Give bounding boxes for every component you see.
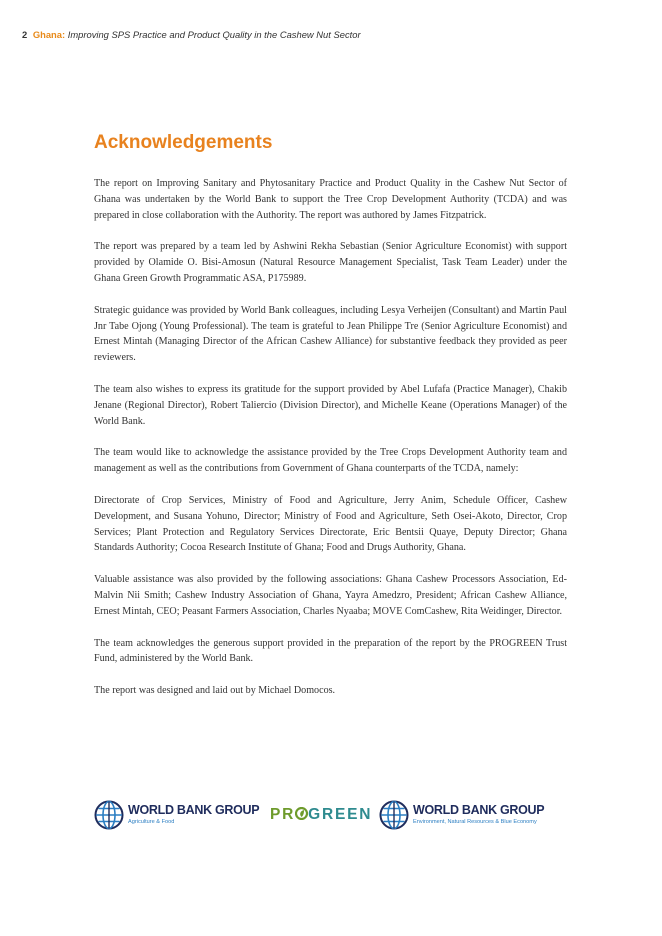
globe-icon — [94, 800, 124, 830]
wbg-environment-sub: Environment, Natural Resources & Blue Economy — [413, 818, 537, 825]
paragraph-government: Directorate of Crop Services, Ministry of Food and Agriculture, Jerry Anim, Schedule Officer, Cashew Development, and Susana Yohuno, Director; Ministry of Food and Agriculture, Seth Osei-Akoto, Director, Crop Services; Plant Protection and Regulatory Services Directorate, Eric Bentsii Quaye, Deputy Director; Ghana Standards Authority; Cocoa Research Institute of Ghana; Food and Drugs Authority, Ghana. — [94, 494, 567, 554]
progreen-part2: GREEN — [308, 806, 373, 823]
paragraph-team: The report was prepared by a team led by Ashwini Rekha Sebastian (Senior Agriculture Economist) with support provided by Olamide O. Bisi-Amosun (Natural Resource Management Specialist, Task Team Leader) under the Ghana Green Growth Programmatic ASA, P175989. — [94, 241, 567, 284]
progreen-leaf-icon — [295, 797, 308, 833]
logo-strip — [94, 797, 572, 833]
main-content — [94, 132, 567, 715]
wbg-agriculture-sub: Agriculture & Food — [128, 818, 175, 825]
wbg-environment-logo — [379, 797, 544, 833]
header-subtitle: Improving SPS Practice and Product Quality in the Cashew Nut Sector — [67, 29, 361, 40]
wbg-agriculture-logo — [94, 797, 259, 833]
paragraph-guidance: Strategic guidance was provided by World Bank colleagues, including Lesya Verheijen (Consultant) and Martin Paul Jnr Tabe Ojong (Young Professional). The team is grateful to Jean Philippe Tre (Senior Agriculture Economist) and Ernest Mintah (Managing Director of the African Cashew Alliance) for substantive feedback they provided as peer reviewers. — [94, 304, 567, 364]
wbg-agriculture-name: WORLD BANK GROUP — [128, 803, 260, 818]
paragraph-progreen: The team acknowledges the generous support provided in the preparation of the report by the PROGREEN Trust Fund, administered by the World Bank. — [94, 637, 567, 665]
paragraph-design: The report was designed and laid out by Michael Domocos. — [94, 685, 336, 697]
paragraph-tcda: The team would like to acknowledge the assistance provided by the Tree Crops Development Authority team and management as well as the contributions from Government of Ghana counterparts of the TCDA, namely: — [94, 447, 567, 475]
page-number: 2 — [22, 29, 28, 40]
paragraph-associations: Valuable assistance was also provided by the following associations: Ghana Cashew Processors Association, Ed-Malvin Nii Smith; Cashew Industry Association of Ghana, Yayra Amedzro, President; African Cashew Alliance, Ernest Mintah, CEO; Peasant Farmers Association, Charles Nyaaba; MOVE ComCashew, Rita Weidinger, Director. — [94, 574, 567, 617]
header-country: Ghana: — [32, 29, 66, 40]
globe-icon — [379, 800, 409, 830]
running-header — [22, 29, 361, 40]
wbg-environment-name: WORLD BANK GROUP — [413, 803, 545, 818]
paragraph-gratitude: The team also wishes to express its gratitude for the support provided by Abel Lufafa (Practice Manager), Chakib Jenane (Regional Director), Robert Taliercio (Division Director), and Michelle Keane (Operations Manager) of the World Bank. — [94, 383, 567, 427]
page-title: Acknowledgements — [94, 132, 273, 153]
paragraph-authorship: The report on Improving Sanitary and Phytosanitary Practice and Product Quality in the Cashew Nut Sector of Ghana was undertaken by the World Bank to support the Tree Crop Development Authority (TCDA) and was prepared in close collaboration with the Authority. The report was authored by James Fitzpatrick. — [94, 178, 567, 221]
progreen-part1: PR — [270, 806, 296, 823]
progreen-logo — [270, 797, 372, 833]
